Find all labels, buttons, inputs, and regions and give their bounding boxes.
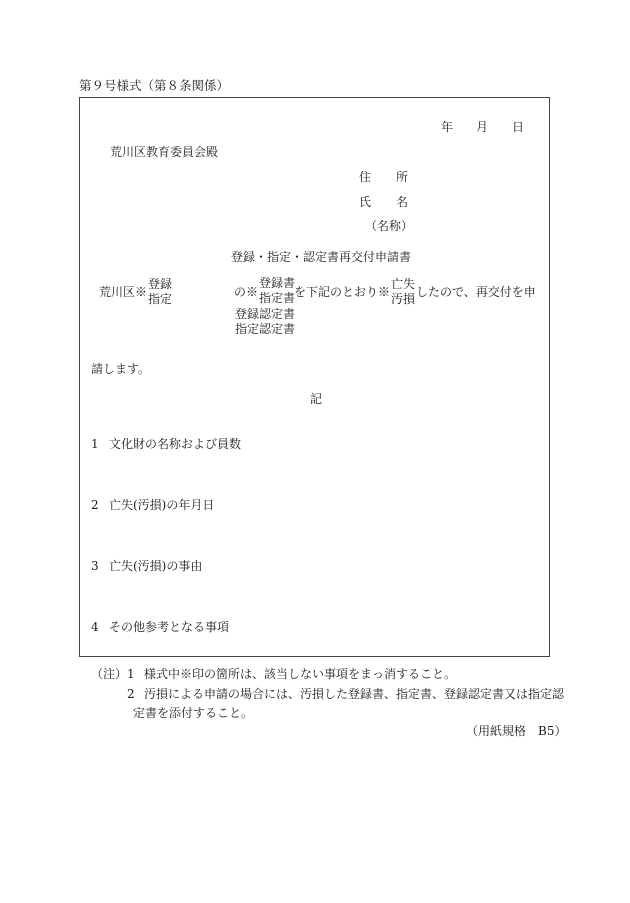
choice3-lost: 亡失 (391, 277, 416, 291)
item-3-text: 亡失(汚損)の事由 (109, 559, 203, 573)
addressee: 荒川区教育委員会殿 (110, 145, 219, 159)
note-2-text-line1: 汚損による申請の場合には、汚損した登録書、指定書、登録認定書又は指定認 (144, 687, 565, 701)
date-year-label: 年 (441, 120, 454, 134)
note-2-number: 2 (127, 687, 135, 701)
address-label-1: 住 (359, 170, 372, 184)
choice1-registration: 登録 (148, 277, 173, 291)
item-2-text: 亡失(汚損)の年月日 (109, 498, 215, 512)
choice3-damaged: 汚損 (391, 292, 416, 306)
date-month-label: 月 (476, 120, 489, 134)
note-1-text: 様式中※印の箇所は、該当しない事項をまっ消すること。 (144, 667, 457, 681)
note-1-number: 1 (127, 667, 135, 681)
item-2-number: 2 (91, 498, 99, 512)
choice1-designation: 指定 (148, 292, 173, 306)
ki-marker: 記 (310, 392, 323, 406)
name-label-1: 氏 (359, 195, 372, 209)
choice2-designation-cert: 指定書 (259, 291, 296, 305)
form-frame (79, 97, 550, 657)
choice2-registration-cert: 登録書 (259, 276, 296, 290)
note-2-text-line2: 定書を添付すること。 (133, 706, 254, 720)
paper-size-spec: （用紙規格 B5） (466, 724, 567, 738)
form-number-title: 第９号様式（第８条関係） (79, 78, 230, 93)
body-connector: を下記のとおり※ (294, 285, 391, 299)
item-1-number: 1 (91, 437, 99, 451)
choice2-designation-approval-cert: 指定認定書 (235, 322, 296, 336)
body-tail-continued: 請します。 (91, 362, 151, 376)
body-ward: 荒川区※ (99, 285, 148, 299)
item-4-number: 4 (91, 620, 99, 634)
date-day-label: 日 (512, 120, 525, 134)
address-label-2: 所 (396, 170, 409, 184)
body-no-mark: の※ (234, 285, 259, 299)
body-tail: したので、再交付を申 (416, 285, 536, 299)
item-3-number: 3 (91, 559, 99, 573)
organization-name-label: （名称） (365, 219, 414, 233)
name-label-2: 名 (396, 195, 409, 209)
document-heading: 登録・指定・認定書再交付申請書 (231, 250, 412, 264)
item-4-text: その他参考となる事項 (109, 620, 230, 634)
choice2-registration-approval-cert: 登録認定書 (235, 307, 296, 321)
item-1-text: 文化財の名称および員数 (109, 437, 242, 451)
notes-label: （注） (91, 667, 128, 681)
